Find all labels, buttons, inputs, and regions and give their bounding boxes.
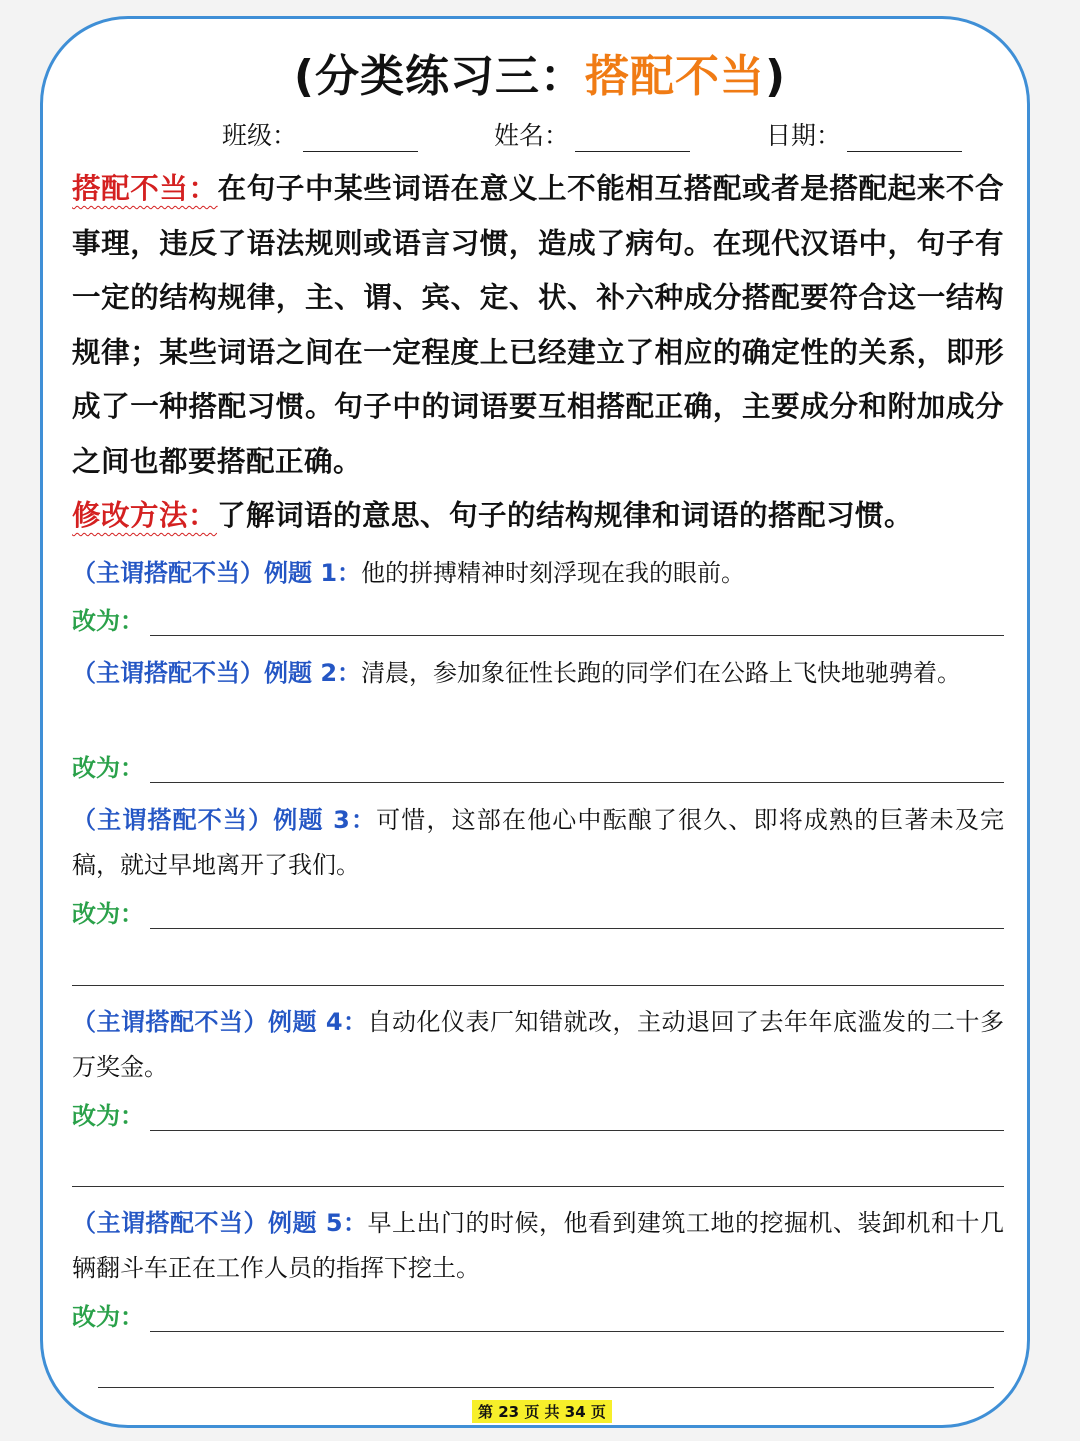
date-blank[interactable]: [847, 125, 962, 152]
name-label: 姓名：: [494, 121, 570, 150]
example-4-tag: （主谓搭配不当）例题 4：: [72, 1008, 368, 1036]
method-paragraph: [72, 488, 1004, 543]
title-prefix: (分类练习三：: [293, 51, 585, 102]
answer-line[interactable]: [150, 928, 1004, 929]
page-title: [0, 40, 1080, 104]
answer-row-1: [72, 598, 1004, 638]
extra-answer-line[interactable]: [72, 1186, 1004, 1187]
class-blank[interactable]: [303, 125, 418, 152]
example-1-text: 他的拼搏精神时刻浮现在我的眼前。: [361, 559, 746, 587]
title-highlight: 搭配不当: [585, 51, 765, 102]
example-4-text: 自动化仪表厂知错就改，主动退回了去年年底滥发的二十多万奖金。: [72, 1008, 1005, 1081]
answer-line[interactable]: [150, 782, 1004, 783]
method-label: 修改方法：: [72, 498, 218, 532]
class-label: 班级：: [222, 121, 298, 150]
example-5-tag: （主谓搭配不当）例题 5：: [72, 1209, 368, 1237]
page-indicator: 第 23 页 共 34 页: [472, 1400, 612, 1423]
answer-label: 改为：: [72, 607, 144, 635]
answer-row-5: [72, 1294, 1004, 1334]
name-field: [494, 116, 690, 152]
extra-answer-line[interactable]: [72, 985, 1004, 986]
example-3: [72, 798, 1004, 888]
definition-paragraph: [72, 161, 1004, 488]
example-5-text: 早上出门的时候，他看到建筑工地的挖掘机、装卸机和十几辆翻斗车正在工作人员的指挥下挖土。: [72, 1209, 1005, 1282]
answer-label: 改为：: [72, 1303, 144, 1331]
term-label: 搭配不当：: [72, 171, 218, 205]
method-text: 了解词语的意思、句子的结构规律和词语的搭配习惯。: [217, 498, 914, 532]
answer-line[interactable]: [150, 635, 1004, 636]
term-text: 在句子中某些词语在意义上不能相互搭配或者是搭配起来不合事理，违反了语法规则或语言习惯，造成了病句。在现代汉语中，句子有一定的结构规律，主、谓、宾、定、状、补六种成分搭配要符合这一结构规律；某些词语之间在一定程度上已经建立了相应的确定性的关系，即形成了一种搭配习惯。句子中的词语要互相搭配正确，主要成分和附加成分之间也都要搭配正确。: [72, 171, 1004, 478]
example-1: [72, 551, 1004, 596]
example-3-text: 可惜，这部在他心中酝酿了很久、即将成熟的巨著未及完稿，就过早地离开了我们。: [72, 806, 1004, 879]
answer-row-2: [72, 745, 1004, 785]
answer-line[interactable]: [150, 1331, 1004, 1332]
answer-row-4: [72, 1093, 1004, 1133]
answer-line[interactable]: [150, 1130, 1004, 1131]
answer-row-3: [72, 891, 1004, 931]
date-field: [766, 116, 962, 152]
answer-label: 改为：: [72, 754, 144, 782]
class-field: [222, 116, 418, 152]
example-4: [72, 1000, 1004, 1090]
answer-label: 改为：: [72, 1102, 144, 1130]
example-2: [72, 651, 1004, 696]
date-label: 日期：: [766, 121, 842, 150]
name-blank[interactable]: [575, 125, 690, 152]
example-1-tag: （主谓搭配不当）例题 1：: [72, 559, 362, 587]
example-5: [72, 1201, 1004, 1291]
answer-label: 改为：: [72, 900, 144, 928]
title-suffix: ): [765, 51, 787, 102]
extra-answer-line[interactable]: [98, 1387, 994, 1388]
example-2-tag: （主谓搭配不当）例题 2：: [72, 659, 362, 687]
example-3-tag: （主谓搭配不当）例题 3：: [72, 806, 377, 834]
example-2-text: 清晨，参加象征性长跑的同学们在公路上飞快地驰骋着。: [361, 659, 962, 687]
